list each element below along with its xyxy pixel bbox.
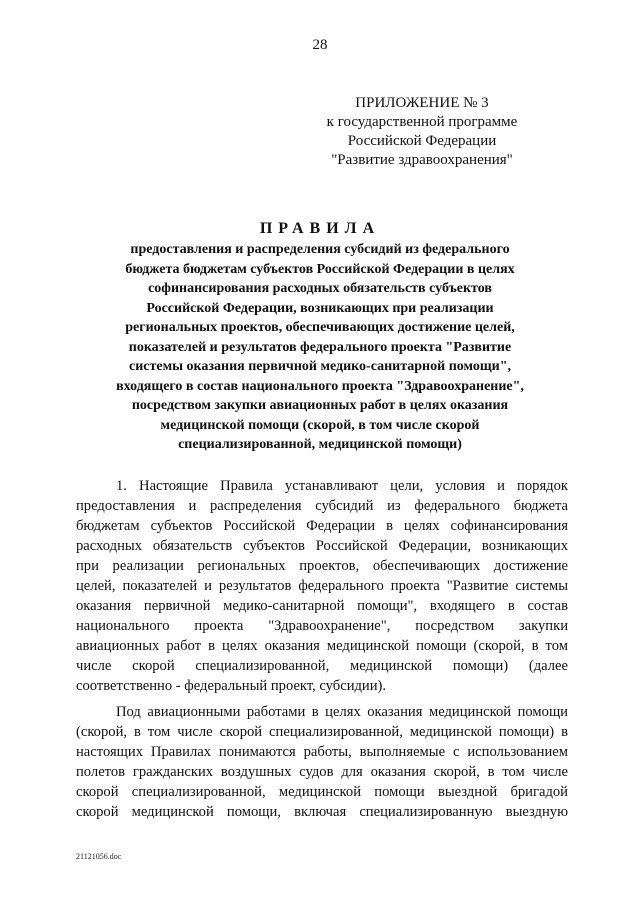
appendix-line: к государственной программе (326, 114, 518, 130)
paragraph-line: числе скорой специализированной, медицинской помощи) (далее (76, 658, 568, 674)
subtitle-line: посредством закупки авиационных работ в целях оказания (131, 398, 509, 413)
paragraph-line: Под авиационными работами в целях оказания медицинской помощи (116, 704, 568, 720)
document-subtitle (70, 240, 570, 455)
appendix-line: Российской Федерации (347, 133, 497, 149)
footer-filename: 21121056.doc (76, 852, 122, 861)
appendix-line: "Развитие здравоохранения" (331, 152, 513, 168)
paragraph-line: скорой специализированной, медицинской помощи выездной бригадой (76, 784, 568, 800)
paragraph-line: (скорой, в том числе скорой специализированной, медицинской помощи) в (76, 724, 568, 740)
paragraph-line: расходных обязательств субъектов Российской Федерации, возникающих (76, 538, 568, 554)
page-number: 28 (312, 37, 328, 53)
paragraph-line: оказания первичной медико-санитарной помощи", входящего в состав (76, 598, 568, 614)
paragraph-2 (76, 702, 568, 822)
subtitle-line: предоставления и распределения субсидий из федерального (130, 242, 510, 257)
subtitle-line: софинансирования расходных обязательств субъектов (148, 281, 492, 296)
subtitle-line: медицинской помощи (скорой, в том числе скорой (160, 417, 480, 433)
paragraph-line: предоставления и распределения субсидий из федерального бюджета (76, 498, 568, 514)
paragraph-line: целей, показателей и результатов федерального проекта "Развитие системы (76, 578, 568, 594)
paragraph-line: соответственно - федеральный проект, субсидии). (76, 678, 387, 694)
paragraph-line: авиационных работ в целях оказания медицинской помощи (скорой, в том (76, 638, 568, 654)
paragraph-line: 1. Настоящие Правила устанавливают цели, условия и порядок (116, 478, 568, 494)
subtitle-line: Российской Федерации, возникающих при реализации (146, 300, 494, 316)
subtitle-line: системы оказания первичной медико-санитарной помощи", (128, 359, 511, 374)
paragraph-1 (76, 476, 568, 696)
subtitle-line: показателей и результатов федерального проекта "Развитие (128, 339, 512, 355)
subtitle-line: бюджета бюджетам субъектов Российской Федерации в целях (125, 261, 515, 277)
appendix-header (300, 94, 544, 170)
paragraph-line: при реализации региональных проектов, обеспечивающих достижение (76, 558, 568, 574)
subtitle-line: входящего в состав национального проекта "Здравоохранение", (116, 378, 524, 394)
paragraph-line: скорой медицинской помощи, включая специализированную выездную (76, 804, 568, 820)
subtitle-line: региональных проектов, обеспечивающих достижение целей, (125, 320, 515, 335)
paragraph-line: бюджетам субъектов Российской Федерации в целях софинансирования (76, 518, 568, 534)
appendix-line: ПРИЛОЖЕНИЕ № 3 (355, 95, 489, 111)
document-body (76, 476, 568, 822)
document-title: ПРАВИЛА (259, 220, 381, 237)
paragraph-line: настоящих Правилах понимаются работы, выполняемые с использованием (76, 744, 568, 760)
paragraph-line: полетов гражданских воздушных судов для оказания скорой, в том числе (76, 764, 568, 780)
subtitle-line: специализированной, медицинской помощи) (178, 437, 462, 452)
paragraph-line: национального проекта "Здравоохранение", посредством закупки (76, 618, 568, 634)
